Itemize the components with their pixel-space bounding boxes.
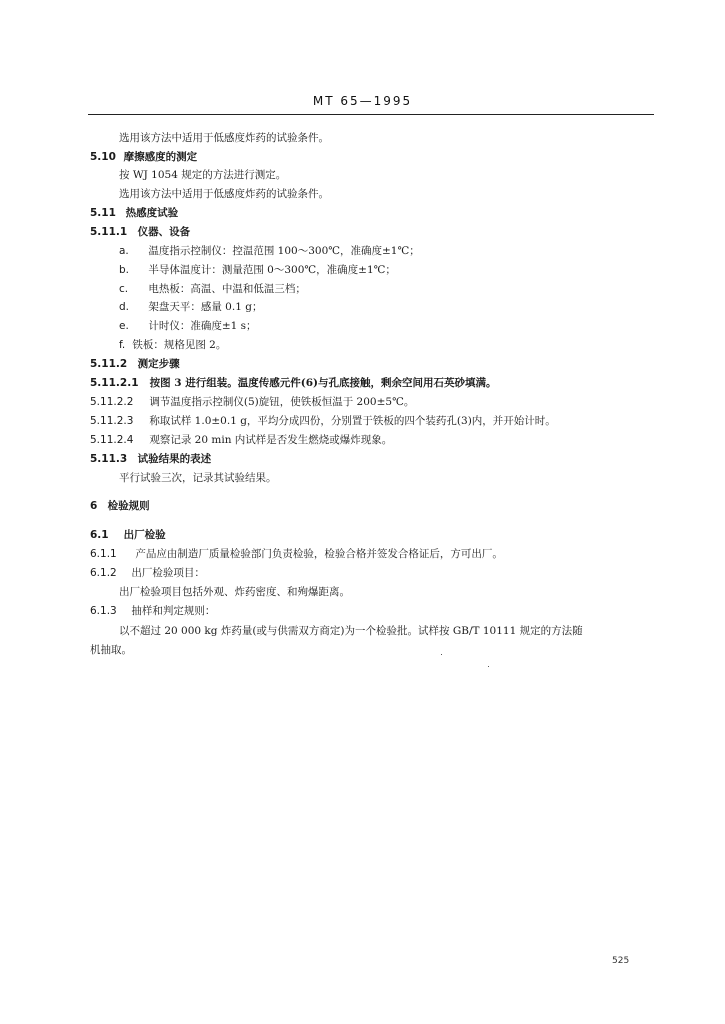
scan-speck (441, 654, 442, 655)
clause-5-11-2-3 (90, 414, 556, 428)
clause-number: 5.11.2.3 (90, 415, 134, 427)
list-marker: b. (119, 264, 130, 276)
line-text: 平行试验三次，记录其试验结果。 (119, 472, 277, 484)
chapter-title: 检验规则 (107, 500, 150, 512)
section-number: 5.11.3 (90, 453, 128, 465)
clause-6-1-1 (90, 547, 503, 561)
clause-5-11-2-4 (90, 433, 392, 447)
clause-text: 产品应由制造厂质量检验部门负责检验，检验合格并签发合格证后，方可出厂。 (135, 548, 503, 560)
section-heading-5-11-1 (90, 225, 190, 239)
list-item (119, 263, 396, 277)
list-marker: f. (119, 339, 126, 351)
section-number: 5.11.2 (90, 358, 128, 370)
clause-number: 5.11.2.1 (90, 377, 139, 389)
paragraph-line (119, 585, 350, 599)
section-heading-5-10 (90, 150, 197, 164)
list-marker: a. (119, 245, 129, 257)
clause-number: 6.1.2 (90, 567, 117, 579)
line-text: 出厂检验项目包括外观、炸药密度、和殉爆距离。 (119, 586, 350, 598)
paragraph-line (119, 131, 329, 145)
list-item (119, 300, 262, 314)
list-item-text: 半导体温度计：测量范围 0～300℃，准确度±1℃； (148, 264, 396, 276)
chapter-heading-6 (90, 499, 150, 513)
section-heading-5-11 (90, 206, 178, 220)
list-marker: e. (119, 320, 129, 332)
clause-text: 称取试样 1.0±0.1 g，平均分成四份，分别置于铁板的四个装药孔(3)内，并开始计时。 (149, 415, 556, 427)
list-item (119, 338, 226, 352)
list-item (119, 244, 420, 258)
clause-text: 按图 3 进行组装。温度传感元件(6)与孔底接触，剩余空间用石英砂填满。 (149, 377, 497, 389)
scan-speck (488, 666, 489, 667)
clause-text: 抽样和判定规则： (131, 605, 216, 617)
section-title: 热感度试验 (125, 207, 179, 219)
list-item-text: 计时仪：准确度±1 s； (148, 320, 257, 332)
section-title: 试验结果的表述 (137, 453, 212, 465)
list-item-text: 电热板：高温、中温和低温三档； (148, 283, 306, 295)
list-item-text: 架盘天平：感量 0.1 g； (148, 301, 263, 313)
section-title: 摩擦感度的测定 (123, 151, 198, 163)
page-number: 525 (612, 956, 630, 966)
clause-6-1-3 (90, 604, 215, 618)
line-text: 机抽取。 (90, 644, 132, 656)
clause-6-1-2 (90, 566, 205, 580)
paragraph-line (119, 168, 286, 182)
header-rule (88, 114, 654, 115)
clause-number: 5.11.2.2 (90, 396, 134, 408)
chapter-number: 6 (90, 500, 98, 512)
clause-number: 6.1.1 (90, 548, 117, 560)
paragraph-line (119, 471, 277, 485)
line-text: 以不超过 20 000 kg 炸药量(或与供需双方商定)为一个检验批。试样按 GB/T 10111 规定的方法随 (119, 625, 583, 637)
clause-number: 5.11.2.4 (90, 434, 134, 446)
clause-number: 6.1.3 (90, 605, 117, 617)
section-heading-5-11-3 (90, 452, 211, 466)
line-text: 按 WJ 1054 规定的方法进行测定。 (119, 169, 287, 181)
paragraph-line (119, 187, 329, 201)
section-number: 5.11.1 (90, 226, 128, 238)
paragraph-line (90, 643, 132, 657)
list-item-text: 温度指示控制仪：控温范围 100～300℃，准确度±1℃； (148, 245, 420, 257)
clause-text: 观察记录 20 min 内试样是否发生燃烧或爆炸现象。 (149, 434, 393, 446)
list-marker: c. (119, 283, 129, 295)
section-heading-6-1 (90, 528, 166, 542)
line-text: 选用该方法中适用于低感度炸药的试验条件。 (119, 132, 329, 144)
line-text: 选用该方法中适用于低感度炸药的试验条件。 (119, 188, 329, 200)
list-item (119, 319, 257, 333)
clause-text: 出厂检验项目： (131, 567, 205, 579)
clause-5-11-2-1 (90, 376, 497, 390)
section-title: 测定步骤 (137, 358, 180, 370)
section-number: 5.11 (90, 207, 116, 219)
standard-code-header: MT 65—1995 (312, 94, 413, 108)
section-title: 仪器、设备 (137, 226, 191, 238)
list-item-text: 铁板：规格见图 2。 (132, 339, 227, 351)
list-item (119, 282, 306, 296)
section-title: 出厂检验 (123, 529, 166, 541)
paragraph-line (119, 624, 583, 638)
clause-text: 调节温度指示控制仪(5)旋钮，使铁板恒温于 200±5℃。 (149, 396, 415, 408)
section-number: 5.10 (90, 151, 116, 163)
section-heading-5-11-2 (90, 357, 180, 371)
clause-5-11-2-2 (90, 395, 414, 409)
section-number: 6.1 (90, 529, 109, 541)
list-marker: d. (119, 301, 130, 313)
